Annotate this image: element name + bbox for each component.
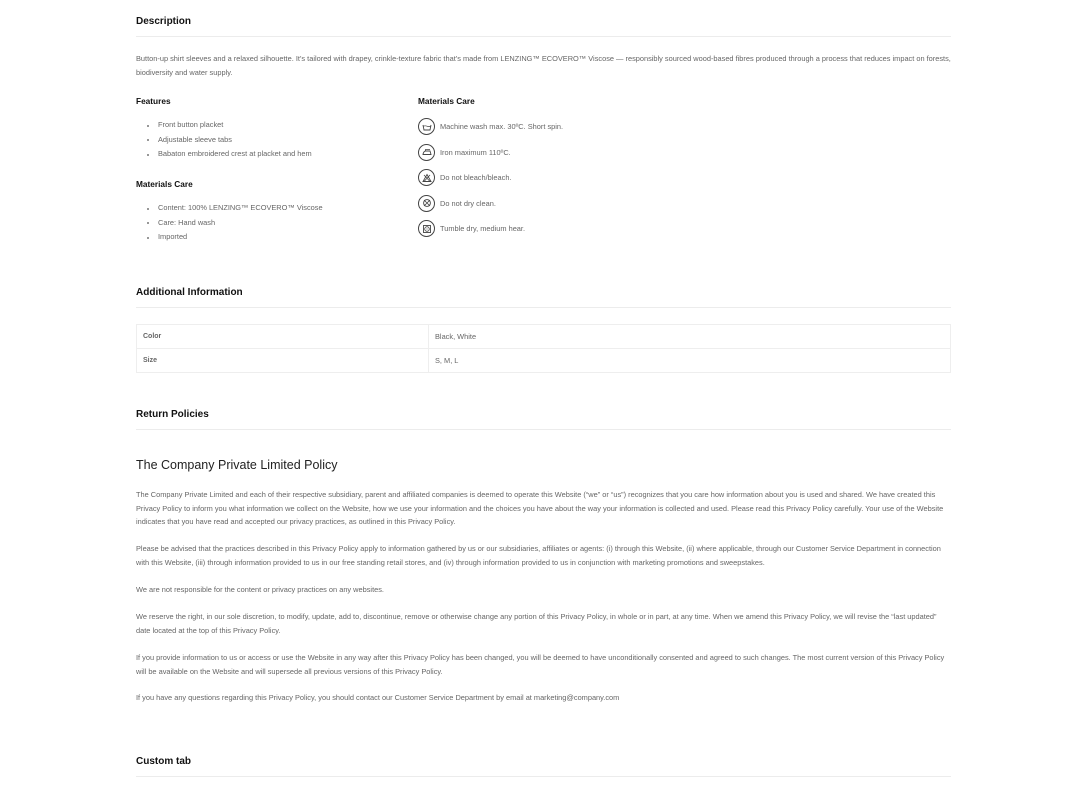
care-label: Iron maximum 110ºC. <box>440 147 511 157</box>
care-item <box>418 140 563 166</box>
list-item: Content: 100% LENZING™ ECOVERO™ Viscose <box>136 201 323 216</box>
policy-paragraph: If you provide information to us or access or use the Website in any way after this Privacy Policy has been changed, you will be deemed to have unconditionally consented and agreed to such changes. The most current version of this Privacy Policy will be available on the Website and will supersede all previous versions of this Privacy Policy. <box>136 653 945 676</box>
features-heading: Features <box>136 96 171 106</box>
policy-paragraph: We are not responsible for the content or privacy practices on any websites. <box>136 585 384 594</box>
list-item: Care: Hand wash <box>136 216 323 231</box>
care-heading: Materials Care <box>418 96 475 106</box>
materials-heading: Materials Care <box>136 179 193 189</box>
list-item: Adjustable sleeve tabs <box>136 133 312 148</box>
policy-paragraph: We reserve the right, in our sole discretion, to modify, update, add to, discontinue, remove or otherwise change any portion of this Privacy Policy, in whole or in part, at any time. When we amend this Privacy Policy, we will revise the “last updated” date located at the top of this Privacy Policy. <box>136 612 937 635</box>
iron-icon <box>418 144 435 161</box>
attribute-label: Color <box>137 325 429 349</box>
divider <box>136 429 951 430</box>
description-heading[interactable]: Description <box>136 16 192 27</box>
list-item: Imported <box>136 230 323 245</box>
description-text: Button-up shirt sleeves and a relaxed silhouette. It’s tailored with drapey, crinkle-texture fabric that’s made from LENZING™ ECOVERO™ Viscose — responsibly sourced wood-based fibres produced through a process that reduces impact on forests, biodiversity and water supply. <box>136 54 951 77</box>
list-item: Babaton embroidered crest at placket and hem <box>136 147 312 162</box>
return-policies-heading[interactable]: Return Policies <box>136 409 209 420</box>
list-item: Front button placket <box>136 118 312 133</box>
policy-title: The Company Private Limited Policy <box>136 458 338 472</box>
custom-tab-heading[interactable]: Custom tab <box>136 756 191 767</box>
divider <box>136 307 951 308</box>
divider <box>136 776 951 777</box>
attribute-value: Black, White <box>429 325 951 349</box>
features-list <box>136 118 312 162</box>
do-not-bleach-icon <box>418 169 435 186</box>
care-label: Machine wash max. 30ºC. Short spin. <box>440 122 564 132</box>
attribute-label: Size <box>137 349 429 373</box>
table-row <box>137 349 951 373</box>
table-row <box>137 325 951 349</box>
care-label: Do not dry clean. <box>440 198 496 208</box>
policy-paragraph: Please be advised that the practices described in this Privacy Policy apply to information gathered by us or our subsidiaries, affiliates or agents: (i) through this Website, (ii) where applicable, through our Customer Service Department in connection with this Website, (iii) through information provided to us in our free standing retail stores, and (iv) through information provided to us in conjunction with marketing promotions and sweepstakes. <box>136 544 941 567</box>
divider <box>136 36 951 37</box>
care-list <box>418 114 563 242</box>
care-label: Tumble dry, medium hear. <box>440 224 526 234</box>
policy-paragraph: The Company Private Limited and each of their respective subsidiary, parent and affiliated companies is deemed to operate this Website (“we” or “us”) recognizes that you care how information about you is used and shared. We have created this Privacy Policy to inform you what information we collect on the Website, how we use your information and the choices you have about the way your information is collected and used. Please read this Privacy Policy carefully. Your use of the Website indicates that you have read and accepted our privacy practices, as outlined in this Privacy Policy. <box>136 490 944 527</box>
care-item <box>418 191 563 217</box>
additional-info-heading[interactable]: Additional Information <box>136 287 243 298</box>
do-not-dry-clean-icon <box>418 195 435 212</box>
care-item <box>418 114 563 140</box>
attributes-table <box>136 324 951 373</box>
tumble-dry-icon <box>418 220 435 237</box>
care-label: Do not bleach/bleach. <box>440 173 512 183</box>
care-item <box>418 216 563 242</box>
materials-list <box>136 201 323 245</box>
machine-wash-icon <box>418 118 435 135</box>
care-item <box>418 165 563 191</box>
policy-paragraph: If you have any questions regarding this Privacy Policy, you should contact our Customer Service Department by email at marketing@company.com <box>136 693 620 702</box>
attribute-value: S, M, L <box>429 349 951 373</box>
